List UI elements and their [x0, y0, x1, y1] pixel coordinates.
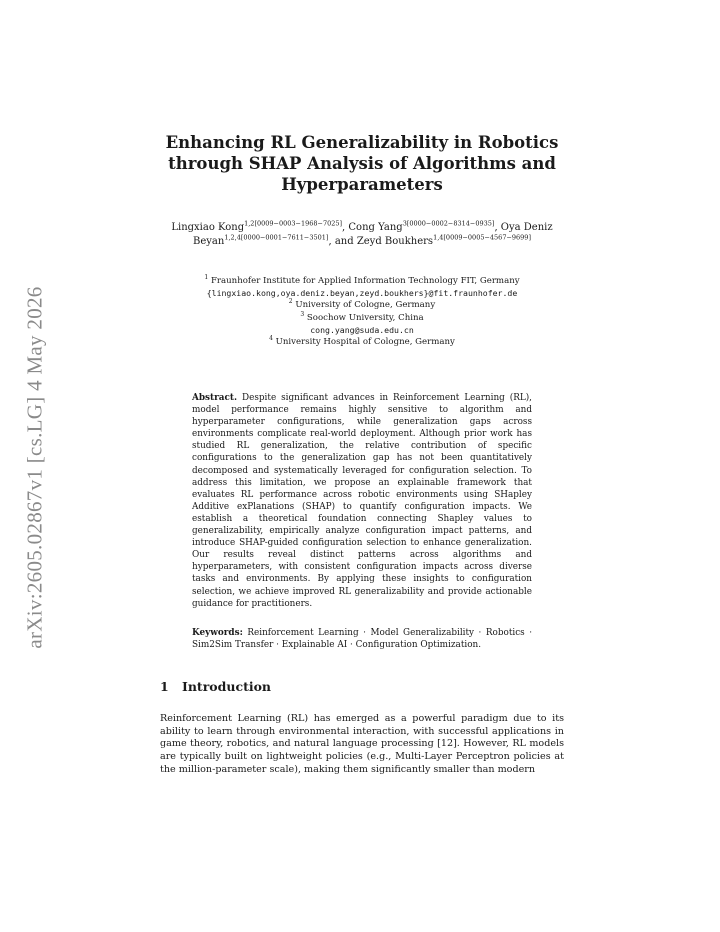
arxiv-stamp-text: arXiv:2605.02867v1 [cs.LG] 4 May 2026 [22, 285, 47, 649]
keywords-text: Reinforcement Learning · Model Generalizability · Robotics · Sim2Sim Transfer · Explainable AI · Configuration Optimization. [192, 628, 533, 651]
affiliation-1 [160, 275, 564, 287]
section-heading-introduction [160, 679, 564, 695]
keywords [192, 627, 532, 651]
author-separator: , [342, 222, 349, 233]
keywords-label: Keywords: [192, 628, 243, 638]
author-name: Zeyd Boukhers [356, 236, 434, 247]
author-separator: , [494, 222, 501, 233]
affiliation-3 [160, 312, 564, 324]
affiliation-3-email[interactable]: cong.yang@suda.edu.cn [310, 324, 414, 335]
section-number: 1 [160, 679, 169, 694]
author-name: Oya Deniz Beyan [193, 222, 553, 247]
affiliation-list [160, 275, 564, 348]
affiliation-number: 2 [288, 298, 293, 306]
abstract-label: Abstract. [192, 393, 238, 403]
author-separator: , and [328, 236, 357, 247]
affiliation-name: Fraunhofer Institute for Applied Information Technology FIT, Germany [210, 276, 520, 286]
abstract-text: Despite significant advances in Reinforcement Learning (RL), model performance remains highly sensitive to algorithm and hyperparameter configurations, while generalization gaps across environments complicate real-world deployment. Although prior work has studied RL generalization, the relative contribution of specific configurations to the generalization gap has not been quantitatively decomposed and systematically leveraged for configuration selection. To address this limitation, we propose an explainable framework that evaluates RL performance across robotic environments using SHapley Additive exPlanations (SHAP) to quantify configuration impacts. We establish a theoretical foundation connecting Shapley values to generalizability, empirically analyze configuration impact patterns, and introduce SHAP-guided configuration selection to enhance generalization. Our results reveal distinct patterns across algorithms and hyperparameters, with consistent configuration impacts across diverse tasks and environments. By applying these insights to configuration selection, we achieve improved RL generalizability and provide actionable guidance for practitioners. [192, 393, 532, 609]
author-list [160, 221, 564, 249]
author-affil-orcid: 1,2[0009−0003−1968−7025] [244, 219, 343, 228]
affiliation-2 [160, 299, 564, 311]
author-name: Cong Yang [348, 222, 403, 233]
arxiv-stamp [22, 262, 48, 672]
author-name: Lingxiao Kong [171, 222, 245, 233]
paper-title: Enhancing RL Generalizability in Robotics through SHAP Analysis of Algorithms and Hyperparameters [165, 133, 559, 194]
affiliation-name: Soochow University, China [306, 312, 424, 323]
introduction-paragraph: Reinforcement Learning (RL) has emerged as a powerful paradigm due to its ability to learn through environmental interaction, with successful applications in game theory, robotics, and natural language processing [12]. However, RL models are typically built on lightweight policies (e.g., Multi-Layer Perceptron policies at the million-parameter scale), making them significantly smaller than modern [160, 713, 564, 775]
abstract [192, 392, 532, 610]
author-affil-orcid: 1,2,4[0000−0001−7611−3501] [224, 233, 329, 242]
affiliation-number: 3 [300, 310, 305, 318]
author-affil-orcid: 3[0000−0002−8314−0935] [402, 219, 495, 228]
affiliation-name: University of Cologne, Germany [295, 300, 436, 311]
author-affil-orcid: 1,4[0009−0005−4567−9699] [433, 233, 531, 242]
affiliation-number: 4 [269, 335, 273, 343]
affiliation-name: University Hospital of Cologne, Germany [275, 337, 455, 348]
affiliation-number: 1 [204, 274, 209, 282]
affiliation-1-email[interactable]: {lingxiao.kong,oya.deniz.beyan,zeyd.boukhers}@fit.fraunhofer.de [206, 288, 518, 299]
section-title: Introduction [182, 679, 272, 694]
affiliation-4 [160, 336, 564, 348]
